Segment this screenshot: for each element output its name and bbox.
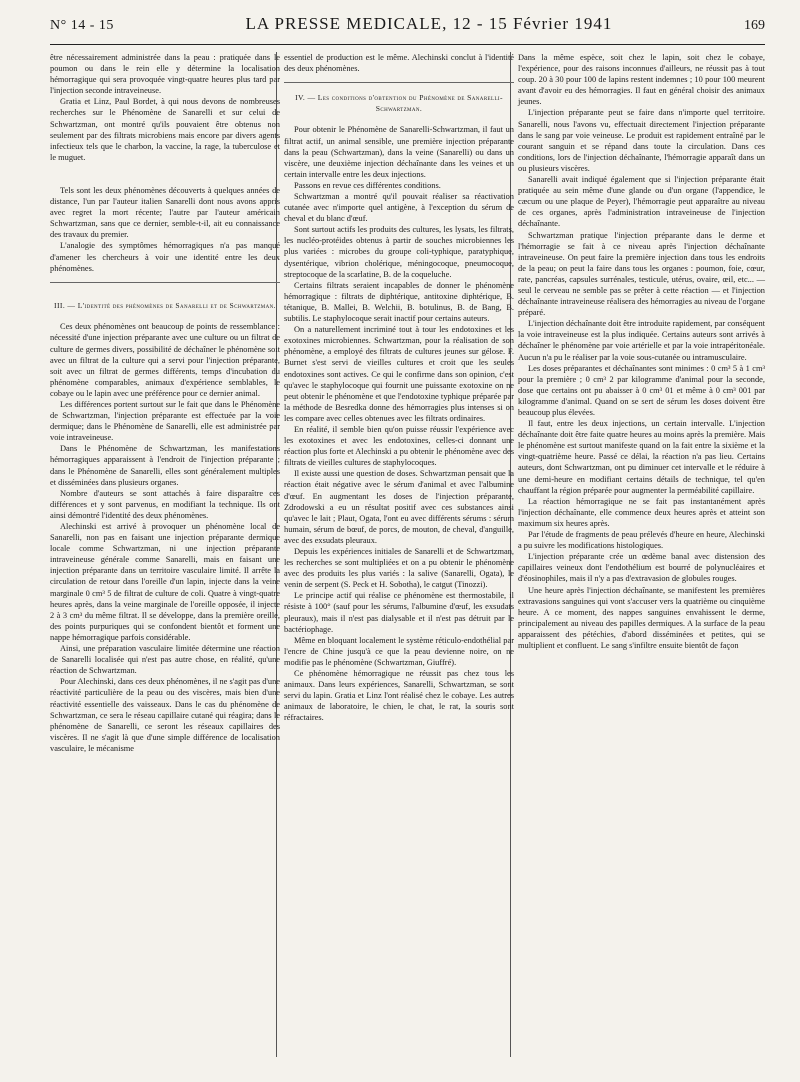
paragraph: Par l'étude de fragments de peau prélevés d'heure en heure, Alechinski a pu suivre les modifications histologiques. xyxy=(518,530,765,551)
paragraph: Schwartzman pratique l'injection préparante dans le derme et l'hémorragie se fait à ce niveau après l'injection déchaînante intraveineuse. On peut faire la première injection dans tous les endroits de la peau; on peut la faire dans tous les organes : poumon, foie, cœur, rate, pancréas, capsules surrénales, testicule, utérus, ovaire, œil, etc... — seul le cerveau ne semble pas se prêter à cette réaction — et l'injection déchaînante intraveineuse réalisera des hémorragies au niveau de l'organe préparé. xyxy=(518,230,765,318)
paragraph: L'injection préparante crée un œdème banal avec distension des capillaires veineux dont l'endothélium est bourré de polynucléaires et d'éosinophiles, mais il n'y a pas d'extravasion de globules rouges. xyxy=(518,552,765,584)
paragraph: Ces deux phénomènes ont beaucoup de points de ressemblance : nécessité d'une injection préparante avec une culture ou un filtrat de culture de germes divers, possibilité de déchaîner le phénomène soit avec un filtrat de la culture qui a servi pour l'injection préparante, soit avec un filtrat de germes différents, temps d'incubation du phénomène comparables, animaux d'expérience semblables, le cobaye ou le lapin avec une préférence pour ce dernier animal. xyxy=(50,322,280,398)
paragraph: On a naturellement incriminé tout à tour les endotoxines et les exotoxines microbiennes. Schwartzman, pour la réalisation de son phénomène, a employé des filtrats de cultures jeunes sur gélose. F. Burnet s'est servi de vieilles cultures et croit que les seules endotoxines sont actives. Ce qui le confirme dans son opinion, c'est qu'avec le staphylocoque qui fournit une puissante exotoxine on ne peut obtenir le phénomène et que l'endotoxine typhique préparée par la méthode de Besredka donne des hémorragies plus intenses si on les compare avec celles obtenues avec les filtrats ordinaires. xyxy=(284,325,514,423)
paragraph: L'injection déchaînante doit être introduite rapidement, par conséquent la voie intraveineuse est la plus indiquée. Certains auteurs sont arrivés à déchaîner le phénomène par voie artérielle et par la voie intrapéritonéale. Aucun n'a pu le réaliser par la voie sous-cutanée ou intramusculaire. xyxy=(518,319,765,362)
paragraph: Schwartzman a montré qu'il pouvait réaliser sa réactivation cutanée avec n'importe quel antigène, à l'exception du sérum de cheval et du blanc d'œuf. xyxy=(284,192,514,224)
paragraph: Dans le Phénomène de Schwartzman, les manifestations hémorragiques apparaissent à l'endroit de l'injection préparante ; dans le Phénomène de Sanarelli, elles sont généralement multiples et disséminées dans plusieurs organes. xyxy=(50,444,280,487)
paragraph: Certains filtrats seraient incapables de donner le phénomène hémorragique : filtrats de diphtérique, antitoxine diphtérique, B. tétanique, B. Mallei, B. Welchii, B. botulinus, B. de Bang, B. subtilis. Le staphylocoque serait inactif pour certains auteurs. xyxy=(284,280,514,324)
section-divider xyxy=(50,282,280,283)
paragraph: L'analogie des symptômes hémorragiques n'a pas manqué d'amener les chercheurs à voir une identité entre les deux phénomènes. xyxy=(50,241,280,273)
section-divider xyxy=(284,82,514,83)
paragraph: Dans la même espèce, soit chez le lapin, soit chez le cobaye, l'expérience, pour des raisons inconnues d'ailleurs, ne réussit pas à tout coup. 20 à 30 pour 100 de lapins restent indemnes ; 10 pour 100 meurent avant d'avoir eu des hémorragies. Il faut en général choisir des animaux jeunes. xyxy=(518,53,765,107)
paragraph: Même en bloquant localement le système réticulo-endothélial par l'encre de Chine jusqu'à ce que la peau devienne noire, on ne modifie pas le phénomène (Schwartzman, Giuffré). xyxy=(284,635,514,667)
paragraph: L'injection préparante peut se faire dans n'importe quel territoire. Sanarelli, nous l'avons vu, effectuait directement l'injection préparante dans le sang par voie veineuse. Le produit est rapidement entraîné par le courant sanguin et se répand dans toute la circulation. Dans ces conditions, lors de l'injection déchaînante, l'hémorragie apparaît dans un ou plusieurs viscères. xyxy=(518,108,765,173)
paragraph: Nombre d'auteurs se sont attachés à faire disparaître ces différences et y sont parvenus, en modifiant la technique. Ils ont ainsi démontré l'identité des deux phénomènes. xyxy=(50,488,280,520)
paragraph: Il existe aussi une question de doses. Schwartzman pensait que la réaction était négative avec le sérum d'animal et avec l'albumine d'œuf. En augmentant les doses de l'injection préparante, Zdrodowski a eu un résultat positif avec ces substances ainsi qu'avec le lait ; Plaut, Ogata, l'ont eu avec différents sérums : sérum humain, sérum de bœuf, de porcs, de mouton, de cheval, d'anguille, avec des exsudats pleuraux. xyxy=(284,469,514,545)
journal-title: LA PRESSE MEDICALE, 12 - 15 Février 1941 xyxy=(245,14,613,33)
paragraph: Ce phénomène hémorragique ne réussit pas chez tous les animaux. Dans leurs expériences, Sanarelli, Schwartzman, se sont servi du lapin. Gratia et Linz l'ont réalisé chez le cobaye. Les autres animaux de laboratoire, le chien, le chat, le rat, la souris sont réfractaires. xyxy=(284,669,514,723)
paragraph: Une heure après l'injection déchaînante, se manifestent les premières extravasions sanguines qui vont s'accuser vers la quatrième ou cinquième heure. A ce moment, des nappes sanguines envahissent le derme, principalement au niveau des papilles dermiques. A la surface de la peau apparaissent des pétéchies, d'abord disséminées et petites, qui se multiplient et confluent. Le sang s'infiltre ensuite bientôt de façon xyxy=(518,585,765,650)
paragraph: En réalité, il semble bien qu'on puisse réussir l'expérience avec les exotoxines et avec les endotoxines, celles-ci donnant une réaction plus forte et Alechinski a pu obtenir le phénomène avec des filtrats de vieilles cultures de staphylocoques. xyxy=(284,424,514,468)
section-heading: IV. — Les conditions d'obtention du Phénomène de Sanarelli-Schwartzman. xyxy=(295,93,503,113)
paragraph: Pour Alechinski, dans ces deux phénomènes, il ne s'agit pas d'une réactivité particulière de la peau ou des viscères, mais bien d'une réactivité essentielle des vaisseaux. Dans le cas du phénomène de Schwartzman, ce sera le réseau capillaire cutané qui réagira; dans le phénomène de Sanarelli, ce seront les réseaux capillaires des viscères. Il ne s'agit là que d'une simple différence de localisation vasculaire, le mécanisme xyxy=(50,677,280,753)
page-header xyxy=(50,14,765,45)
paragraph: Alechinski est arrivé à provoquer un phénomène local de Sanarelli, non pas en faisant une injection préparante dermique locale comme Schwartzman, ni une injection préparante intraveineuse générale comme Sanarelli, mais en faisant une injection préparante dans un territoire vasculaire limité. Il arrête la circulation de retour dans l'oreille d'un lapin, injecte dans la veine marginale 0 cm³ 5 de filtrat de culture de coli. Quatre à vingt-quatre heures après, dans la veine marginale de l'oreille opposée, il injecte 2 à 3 cm³ du même filtrat. Il se développe, dans la première oreille, des points purpuriques qui se confondent bientôt et forment une nappe hémorragique parfois considérable. xyxy=(50,522,280,642)
paragraph: Les doses préparantes et déchaînantes sont minimes : 0 cm³ 5 à 1 cm³ pour la première ; 0 cm³ 2 par kilogramme d'animal pour la seconde, dose que certains ont pu abaisser à 0 cm³ 01 et même à 0 cm³ 001 par kilogramme d'animal. Quand on se sert de sérum les doses doivent être beaucoup plus élevées. xyxy=(518,363,765,417)
paragraph: Depuis les expériences initiales de Sanarelli et de Schwartzman, les recherches se sont multipliées et on a pu obtenir le phénomène avec des produits les plus variés : la salive (Sanarelli, Ogata), le venin de serpent (S. Peck et H. Sobotha), le catgut (Tinozzi). xyxy=(284,547,514,590)
column-1 xyxy=(50,52,280,754)
paragraph: Pour obtenir le Phénomène de Sanarelli-Schwartzman, il faut un filtrat actif, un animal sensible, une première injection préparante dans la peau (Schwartzman), dans la veine (Sanarelli) ou dans un viscère, une deuxième injection déchaînante dans les veines et un certain intervalle entre les deux injections. xyxy=(284,125,514,179)
column-2 xyxy=(284,52,514,724)
paragraph: Tels sont les deux phénomènes découverts à quelques années de distance, l'un par l'auteur italien Sanarelli dont nous avons appris avec regret la mort récente; l'autre par l'auteur américain Schwartzman, sans que ce dernier, semble-t-il, ait eu connaissance des travaux du premier. xyxy=(50,185,280,240)
paragraph: Les différences portent surtout sur le fait que dans le Phénomène de Schwartzman, l'injection préparante est effectuée par la voie dermique; dans le Phénomène de Sanarelli, elle est administrée par voie intraveineuse. xyxy=(50,399,280,443)
page-number: 169 xyxy=(744,18,765,33)
paragraph: Gratia et Linz, Paul Bordet, à qui nous devons de nombreuses recherches sur le Phénomène de Sanarelli et sur celui de Schwartzman, ont montré qu'ils pouvaient être obtenus non seulement par des filtrats microbiens mais encore par divers agents infectieux tels que le charbon, la vaccine, la rage, la tuberculose et le muguet. xyxy=(50,97,280,162)
paragraph: La réaction hémorragique ne se fait pas instantanément après l'injection déchaînante, elle commence deux heures après et atteint son maximum six heures après. xyxy=(518,496,765,528)
column-3 xyxy=(518,52,765,651)
issue-number: N° 14 - 15 xyxy=(50,18,114,33)
paragraph: Il faut, entre les deux injections, un certain intervalle. L'injection déchaînante doit être faite quatre heures au moins après la première. Mais le phénomène est surtout manifeste quand on la fait entre la sixième et la vingt-quatrième heure. Passé ce délai, la réaction n'a pas lieu. Certains auteurs, dont Schwartzman, ont pu diminuer cet intervalle et le réduire à une demi-heure en modifiant certains détails de technique, tel qu'en chauffant la région préparée pour augmenter la perméabilité capillaire. xyxy=(518,419,765,495)
paragraph: Sanarelli avait indiqué également que si l'injection préparante était pratiquée au sein même d'une glande ou d'un organe (l'appendice, le cæcum ou une plaque de Peyer), l'hémorragie peut apparaître au niveau de ces organes, après l'administration intraveineuse de l'injection déchaînante. xyxy=(518,175,765,229)
section-heading: III. — L'identité des phénomènes de Sanarelli et de Schwartzman. xyxy=(54,300,276,310)
paragraph: Passons en revue ces différentes conditions. xyxy=(294,180,441,190)
paragraph: Le principe actif qui réalise ce phénomène est thermostabile, il résiste à 100° (sauf pour les sérums, l'albumine d'œuf, les exsudats pleuraux), mais il n'est pas dialysable et il n'est pas détruit par le bactériophage. xyxy=(284,591,514,634)
paragraph: Ainsi, une préparation vasculaire limitée détermine une réaction de Sanarelli localisée qui n'est pas autre chose, en réalité, qu'une réaction de Schwartzman. xyxy=(50,644,280,676)
paragraph: essentiel de production est le même. Alechinski conclut à l'identité des deux phénomènes. xyxy=(284,53,514,74)
paragraph: être nécessairement administrée dans la peau : pratiquée dans le poumon ou dans le rein elle y détermine la localisation hémorragique qui sera provoquée vingt-quatre heures plus tard par l'injection seconde intraveineuse. xyxy=(50,53,280,96)
paragraph: Sont surtout actifs les produits des cultures, les lysats, les filtrats, les nucléo-protéides obtenus à partir de souches microbiennes les plus variées : microbes du groupe coli-typhique, paratyphique, dysentérique, vibrion cholérique, méningocoque, pneumocoque, streptocoque de la scarlatine, B. de la coqueluche. xyxy=(284,225,514,279)
